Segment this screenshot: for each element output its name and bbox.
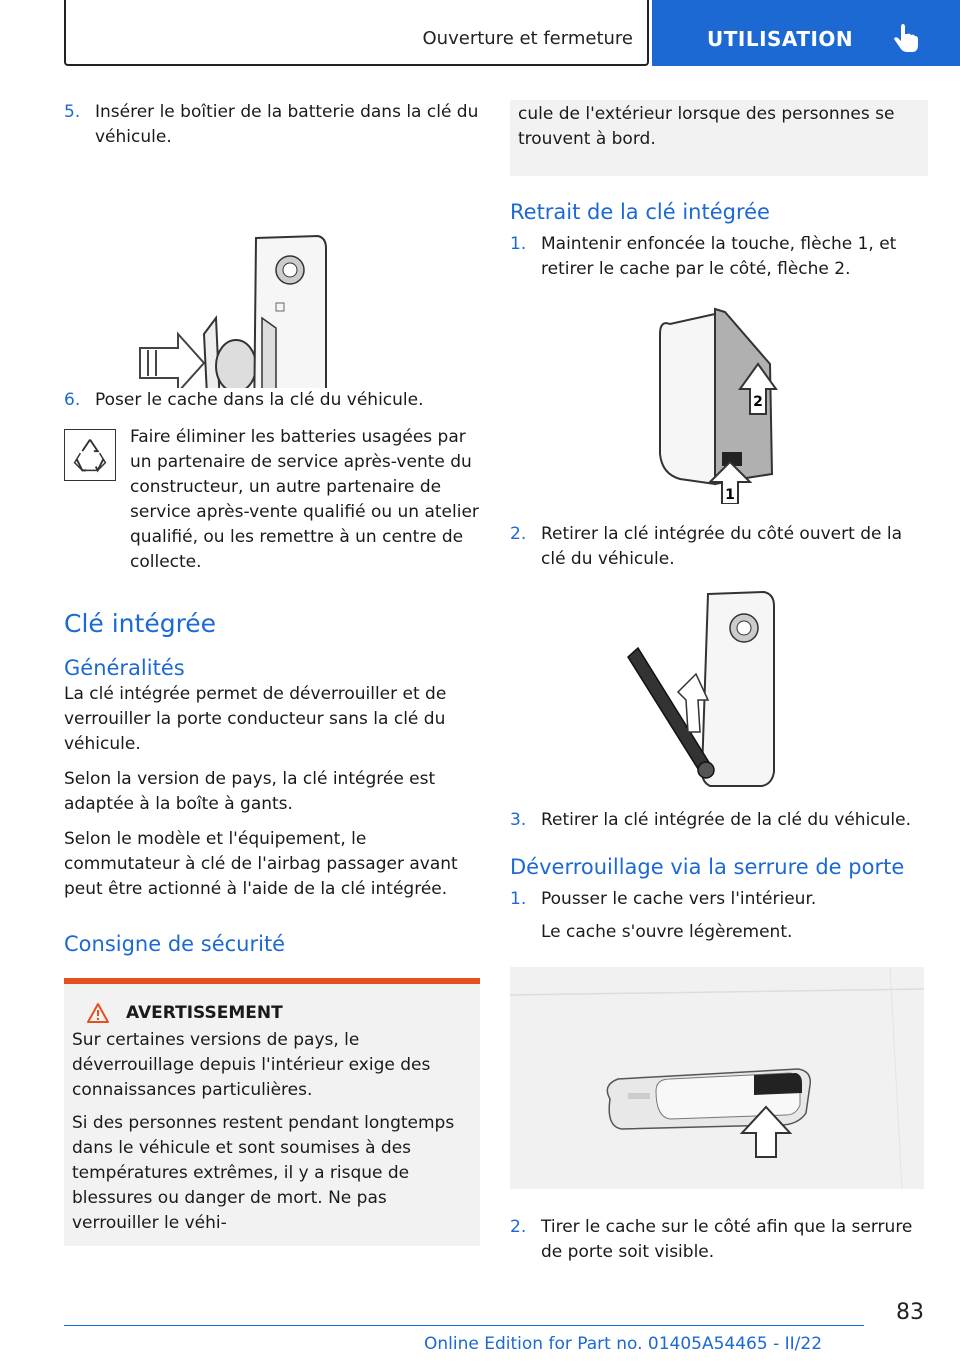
figure-label-1: 1 (725, 487, 735, 503)
heading-retrait: Retrait de la clé intégrée (510, 200, 770, 224)
left-column (64, 100, 480, 1246)
step-6 (64, 388, 480, 413)
step-text: Retirer la clé intégrée du côté ouvert de la clé du véhicule. (541, 524, 902, 569)
deverrouillage-step-1 (510, 887, 928, 912)
step-text: Retirer la clé intégrée de la clé du véhicule. (541, 810, 912, 830)
step-number: 1. (510, 889, 527, 909)
page-number: 83 (896, 1300, 924, 1325)
heading-generalites: Généralités (64, 656, 185, 680)
warning-box (64, 978, 480, 1246)
warning-paragraph: Si des personnes restent pendant longtemps dans le véhicule et sont soumises à des températures extrêmes, il y a risque de blessures ou danger de mort. Ne pas verrouiller le véhi- (72, 1113, 455, 1233)
warning-box-continued: cule de l'extérieur lorsque des personnes se trouvent à bord. (510, 100, 928, 176)
cache-removal-figure (510, 304, 928, 504)
step-number: 3. (510, 810, 527, 830)
section-header-box (64, 0, 649, 66)
recycling-note (64, 425, 480, 575)
warning-paragraph: Sur certaines versions de pays, le déverrouillage depuis l'intérieur exige des connaissances particulières. (72, 1030, 431, 1100)
warning-title-text: AVERTISSEMENT (126, 1003, 283, 1023)
retrait-step-2 (510, 522, 928, 572)
section-title: Ouverture et fermeture (422, 28, 633, 49)
paragraph: Selon le modèle et l'équipement, le commutateur à clé de l'airbag passager avant peut être actionné à l'aide de la clé intégrée. (64, 829, 458, 899)
battery-insert-figure (64, 178, 480, 388)
edition-footer: Online Edition for Part no. 01405A54465 - II/22 (424, 1334, 823, 1354)
footer-divider (64, 1325, 864, 1326)
step-text: Insérer le boîtier de la batterie dans la clé du véhicule. (95, 102, 479, 147)
step-5 (64, 100, 480, 150)
recycle-icon (64, 429, 116, 481)
retrait-step-1 (510, 232, 928, 282)
step-text: Pousser le cache vers l'intérieur. (541, 889, 817, 909)
step-number: 6. (64, 390, 81, 410)
door-handle-figure (510, 967, 924, 1189)
step-text: Tirer le cache sur le côté afin que la serrure de porte soit visible. (541, 1217, 913, 1262)
chapter-tab[interactable] (652, 0, 960, 66)
paragraph: Selon la version de pays, la clé intégrée est adaptée à la boîte à gants. (64, 769, 436, 814)
step-number: 2. (510, 524, 527, 544)
step-text: Maintenir enfoncée la touche, flèche 1, et retirer le cache par le côté, flèche 2. (541, 234, 897, 279)
deverrouillage-step-2 (510, 1215, 928, 1265)
step-number: 2. (510, 1217, 527, 1237)
warning-triangle-icon (86, 1002, 110, 1024)
heading-deverrouillage: Déverrouillage via la serrure de porte (510, 855, 905, 879)
heading-cle-integree: Clé intégrée (64, 609, 217, 638)
page-header (0, 0, 960, 66)
heading-consigne: Consigne de sécurité (64, 932, 286, 956)
integrated-key-removal-figure (510, 582, 928, 792)
paragraph: La clé intégrée permet de déverrouiller et de verrouiller la porte conducteur sans la clé du véhicule. (64, 684, 447, 754)
step-text: Poser le cache dans la clé du véhicule. (95, 390, 424, 410)
figure-label-2: 2 (753, 394, 763, 410)
step-number: 1. (510, 234, 527, 254)
step-subtext: Le cache s'ouvre légèrement. (541, 922, 793, 942)
recycling-text: Faire éliminer les batteries usagées par un partenaire de service après-vente du constructeur, un autre partenaire de service après-vente qualifié ou un atelier qualifié, ou les remettre à un centre de collecte. (130, 427, 479, 572)
warning-title (72, 1002, 472, 1024)
right-column (510, 100, 928, 1265)
chapter-tab-label: UTILISATION (707, 27, 854, 51)
step-number: 5. (64, 102, 81, 122)
hand-pointer-icon (892, 24, 920, 54)
retrait-step-3 (510, 808, 928, 833)
